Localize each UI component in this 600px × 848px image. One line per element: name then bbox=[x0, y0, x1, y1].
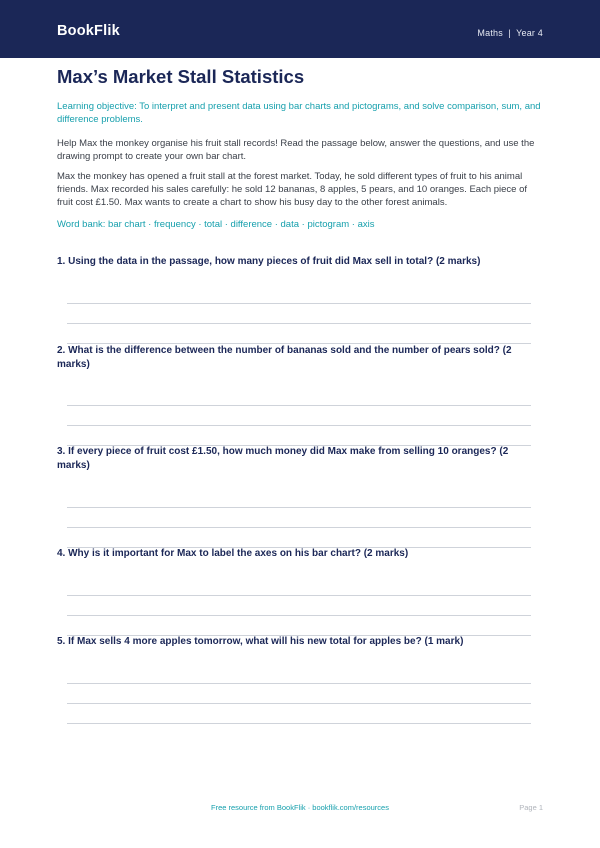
worksheet-intro bbox=[57, 66, 543, 231]
answer-line[interactable] bbox=[67, 703, 531, 704]
answer-line[interactable] bbox=[67, 303, 531, 304]
answer-line[interactable] bbox=[67, 405, 531, 406]
learning-objective: Learning objective: To interpret and present data using bar charts and pictograms, and solve comparison, sum, and difference problems. bbox=[57, 101, 541, 125]
question-1: 1. Using the data in the passage, how many pieces of fruit did Max sell in total? (2 marks) bbox=[57, 256, 481, 267]
footer-credit[interactable]: Free resource from BookFlik · bookflik.com/resources bbox=[211, 803, 389, 812]
answer-line[interactable] bbox=[67, 425, 531, 426]
question-3: 3. If every piece of fruit cost £1.50, how much money did Max make from selling 10 oranges? (2 marks) bbox=[57, 446, 509, 471]
answer-line[interactable] bbox=[67, 683, 531, 684]
question-2: 2. What is the difference between the number of bananas sold and the number of pears sold? (2 marks) bbox=[57, 345, 512, 370]
question-4: 4. Why is it important for Max to label the axes on his bar chart? (2 marks) bbox=[57, 548, 409, 559]
answer-line[interactable] bbox=[67, 527, 531, 528]
answer-line[interactable] bbox=[67, 723, 531, 724]
intro-paragraph: Help Max the monkey organise his fruit stall records! Read the passage below, answer the questions, and use the drawing prompt to create your own bar chart. bbox=[57, 138, 535, 162]
word-bank: Word bank: bar chart · frequency · total · difference · data · pictogram · axis bbox=[57, 219, 375, 230]
question-5: 5. If Max sells 4 more apples tomorrow, what will his new total for apples be? (1 mark) bbox=[57, 636, 464, 647]
page-title: Max’s Market Stall Statistics bbox=[57, 66, 305, 87]
answer-line[interactable] bbox=[67, 323, 531, 324]
answer-line[interactable] bbox=[67, 595, 531, 596]
subject-label: Maths | Year 4 bbox=[477, 28, 543, 38]
brand-logo: BookFlik bbox=[57, 23, 120, 39]
passage-paragraph: Max the monkey has opened a fruit stall at the forest market. Today, he sold different types of fruit to his animal friends. Max recorded his sales carefully: he sold 12 bananas, 8 apples, 5 pears, and 10 oranges. Each piece of fruit cost £1.50. Max wants to create a chart to show his busy day to the other forest animals. bbox=[57, 171, 528, 208]
answer-line[interactable] bbox=[67, 507, 531, 508]
page-number: Page 1 bbox=[519, 803, 543, 812]
page-header bbox=[0, 0, 600, 58]
answer-line[interactable] bbox=[67, 615, 531, 616]
